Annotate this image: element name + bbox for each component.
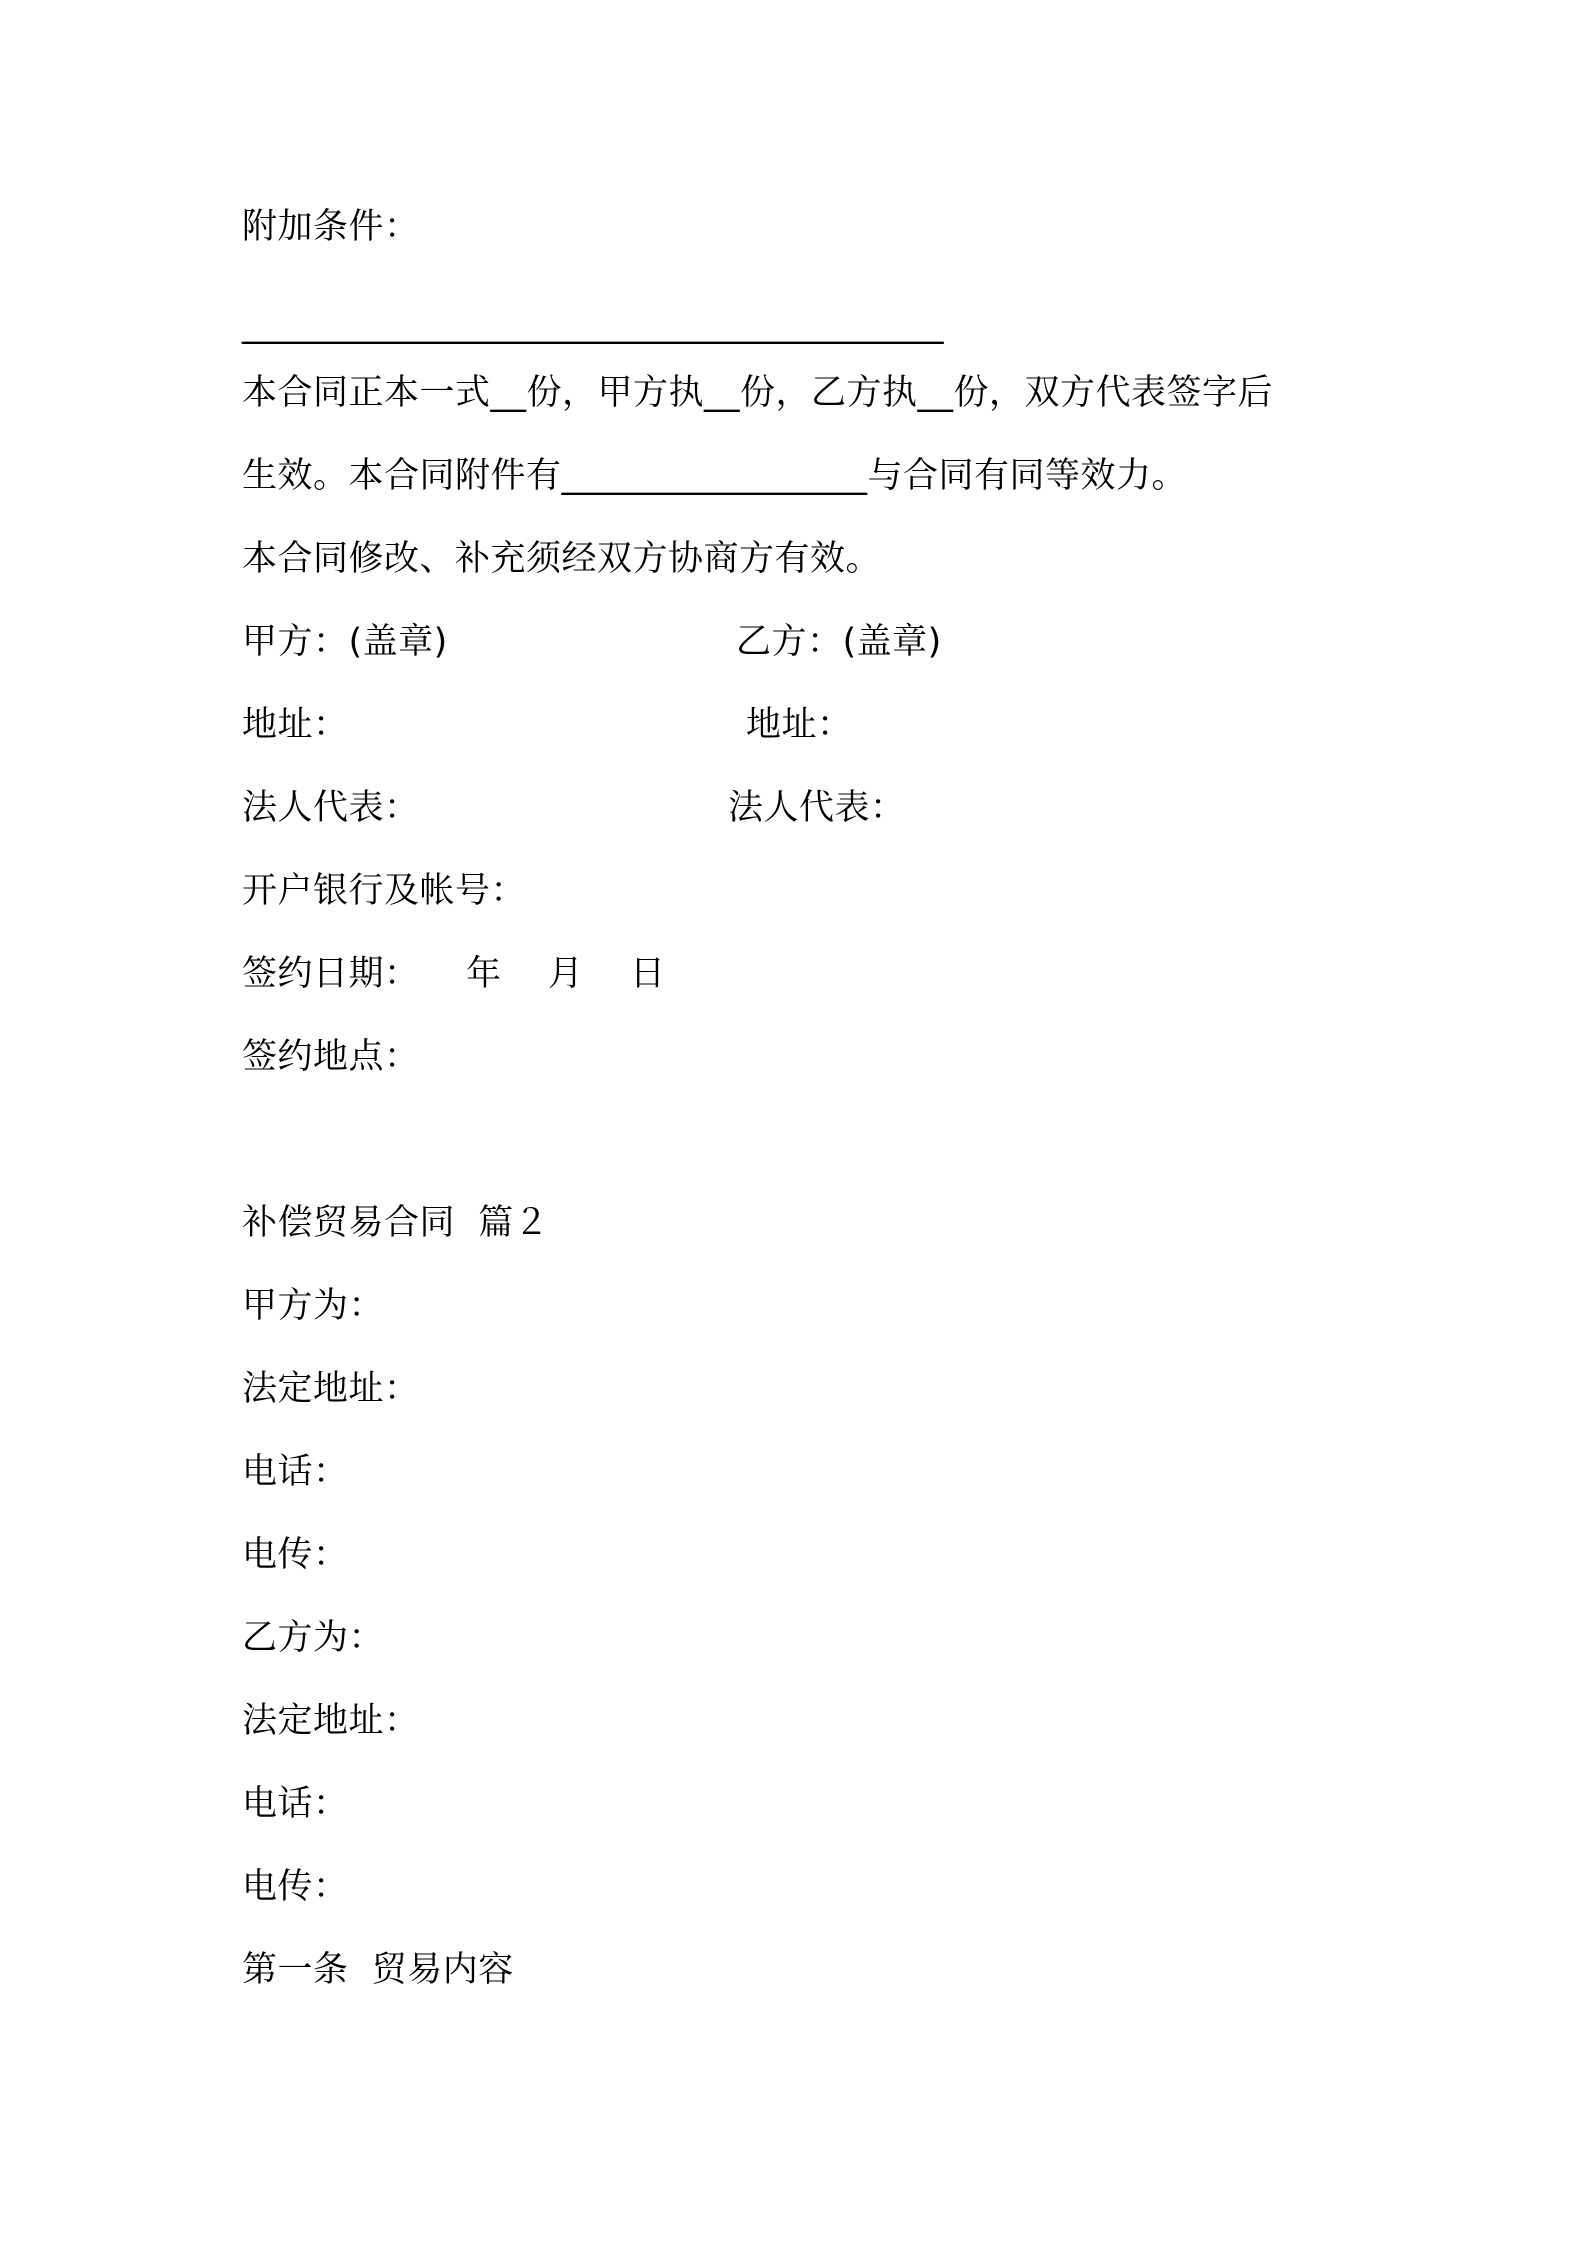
bank-account: 开户银行及帐号： [242,871,527,911]
party-b-address: 地址： [746,705,853,745]
additional-conditions-label: 附加条件： [242,207,420,247]
party-a-seal: 甲方：(盖章) [242,622,448,662]
party-b-telex: 电传： [242,1867,349,1907]
party-b-legal-representative: 法人代表： [728,788,906,828]
party-a-address: 地址： [242,705,349,745]
party-a-legal-representative: 法人代表： [242,788,420,828]
section-title: 补偿贸易合同 篇２ [242,1203,550,1243]
party-a-is: 甲方为： [242,1286,385,1326]
article-1-heading: 第一条 贸易内容 [242,1950,514,1990]
signing-date-label: 签约日期： [242,954,420,994]
party-a-legal-address: 法定地址： [242,1369,420,1409]
copies-clause-line-2: 生效。本合同附件有_________________与合同有同等效力。 [242,456,1188,496]
amendment-clause: 本合同修改、补充须经双方协商方有效。 [242,539,882,579]
copies-clause-line-1: 本合同正本一式__份，甲方执__份，乙方执__份，双方代表签字后 [242,373,1274,413]
party-a-telex: 电传： [242,1535,349,1575]
party-b-phone: 电话： [242,1784,349,1824]
signing-place: 签约地点： [242,1037,420,1077]
party-a-phone: 电话： [242,1452,349,1492]
blank-fill-line: _______________________________________ [242,305,944,345]
signing-date-fields: 年 月 日 [466,954,666,994]
party-b-is: 乙方为： [242,1618,385,1658]
party-b-legal-address: 法定地址： [242,1701,420,1741]
party-b-seal: 乙方：(盖章) [736,622,942,662]
